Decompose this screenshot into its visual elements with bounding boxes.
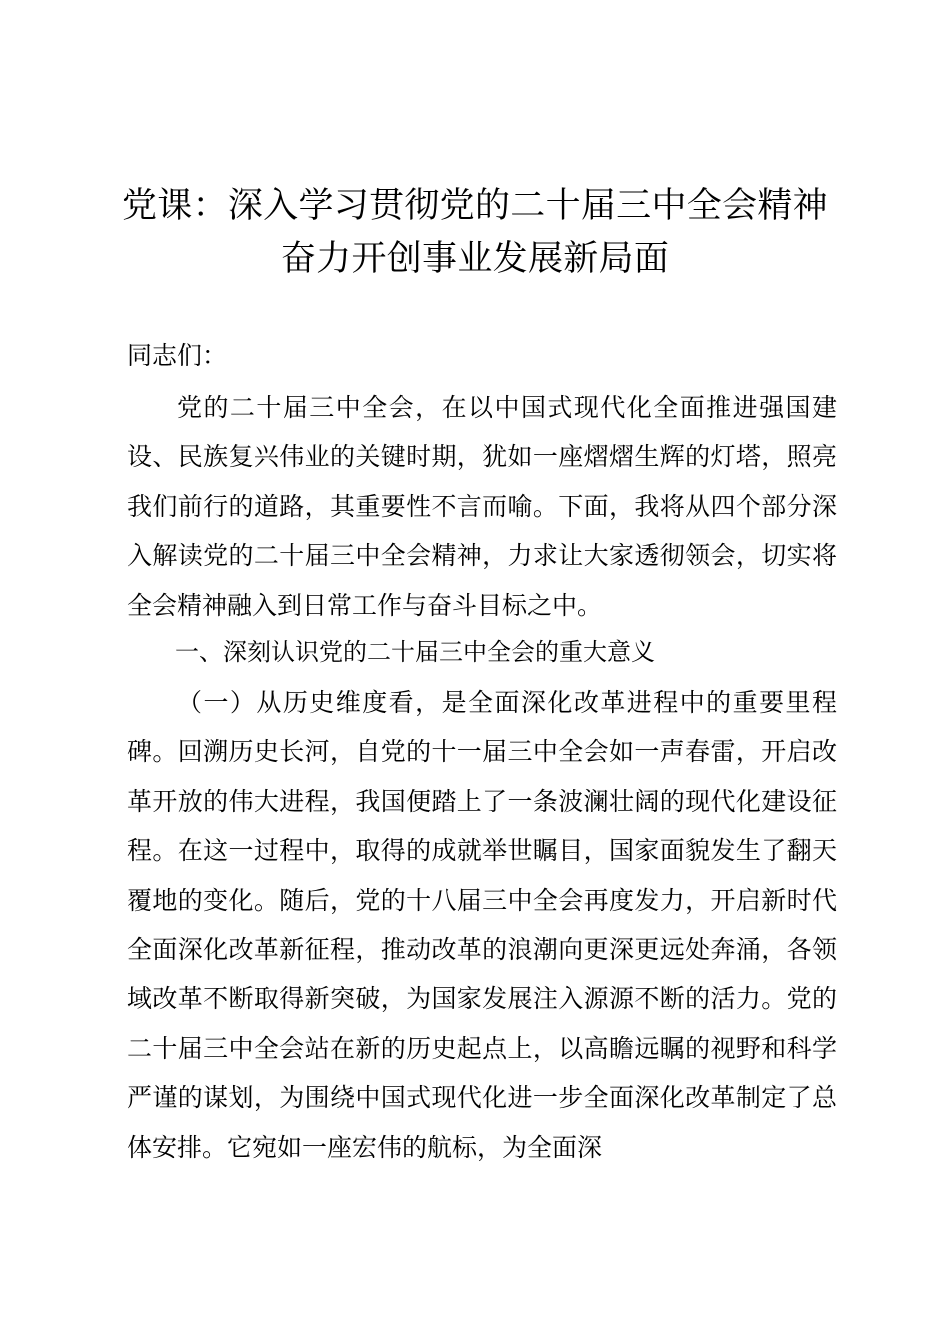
- document-title-line-1: 党课：深入学习贯彻党的二十届三中全会精神: [121, 186, 828, 226]
- subsection-paragraph-1: （一）从历史维度看，是全面深化改革进程中的重要里程碑。回溯历史长河，自党的十一届三中全会如一声春雷，开启改革开放的伟大进程，我国便踏上了一条波澜壮阔的现代化建设征程。在这一过程中，取得的成就举世瞩目，国家面貌发生了翻天覆地的变化。随后，党的十八届三中全会再度发力，开启新时代全面深化改革新征程，推动改革的浪潮向更深更远处奔涌，各领域改革不断取得新突破，为国家发展注入源源不断的活力。党的二十届三中全会站在新的历史起点上，以高瞻远瞩的视野和科学严谨的谋划，为围绕中国式现代化进一步全面深化改革制定了总体安排。它宛如一座宏伟的航标，为全面深: [127, 688, 837, 1162]
- intro-paragraph: 党的二十届三中全会，在以中国式现代化全面推进强国建设、民族复兴伟业的关键时期，犹如一座熠熠生辉的灯塔，照亮我们前行的道路，其重要性不言而喻。下面，我将从四个部分深入解读党的二十届三中全会精神，力求让大家透彻领会，切实将全会精神融入到日常工作与奋斗目标之中。: [127, 393, 837, 620]
- document-title-line-2: 奋力开创事业发展新局面: [280, 239, 670, 279]
- salutation: 同志们：: [127, 341, 228, 370]
- section-heading-1: 一、深刻认识党的二十届三中全会的重大意义: [175, 638, 655, 666]
